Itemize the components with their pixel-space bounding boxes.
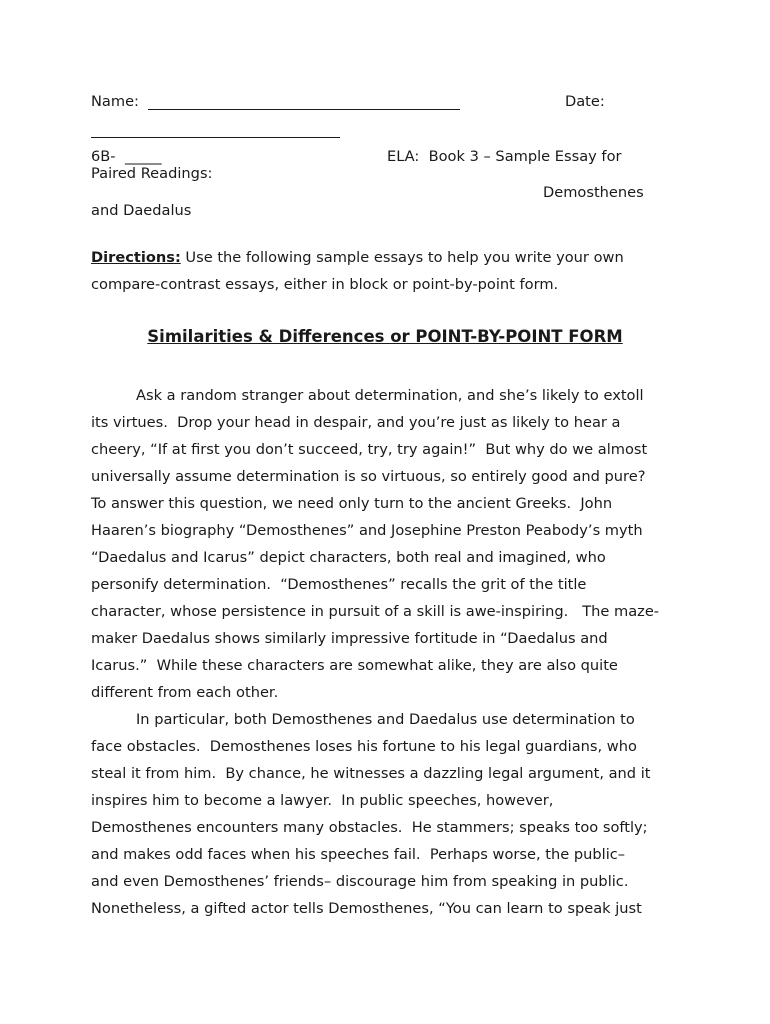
essay-line: Ask a random stranger about determination, and she’s likely to extoll — [136, 387, 644, 404]
essay-line: Haaren’s biography “Demosthenes” and Josephine Preston Peabody’s myth — [91, 522, 643, 539]
directions-text: Use the following sample essays to help you write your own compare-contrast essays, either in block or point-by-point form. — [91, 249, 624, 293]
name-label: Name: — [91, 93, 139, 110]
essay-line: steal it from him. By chance, he witnesses a dazzling legal argument, and it — [91, 765, 651, 782]
essay-line: Icarus.” While these characters are somewhat alike, they are also quite — [91, 657, 618, 674]
essay-line: To answer this question, we need only turn to the ancient Greeks. John — [91, 495, 613, 512]
essay-line: character, whose persistence in pursuit of a skill is awe-inspiring. The maze- — [91, 603, 660, 620]
essay-line: face obstacles. Demosthenes loses his fortune to his legal guardians, who — [91, 738, 637, 755]
ela-title: ELA: Book 3 – Sample Essay for — [387, 148, 622, 165]
date-label: Date: — [565, 93, 605, 110]
paired-readings-label: Paired Readings: — [91, 165, 213, 182]
name-blank-line — [148, 109, 460, 110]
title-and-daedalus: and Daedalus — [91, 202, 192, 219]
essay-line: Demosthenes encounters many obstacles. He stammers; speaks too softly; — [91, 819, 648, 836]
essay-line: maker Daedalus shows similarly impressive fortitude in “Daedalus and — [91, 630, 608, 647]
essay-line: cheery, “If at first you don’t succeed, try, try again!” But why do we almost — [91, 441, 648, 458]
class-blank: _____ — [125, 148, 162, 165]
essay-line: different from each other. — [91, 684, 279, 701]
section-heading: Similarities & Differences or POINT-BY-POINT FORM — [147, 327, 623, 346]
essay-line: inspires him to become a lawyer. In public speeches, however, — [91, 792, 554, 809]
essay-line: universally assume determination is so virtuous, so entirely good and pure? — [91, 468, 646, 485]
essay-line: and makes odd faces when his speeches fail. Perhaps worse, the public– — [91, 846, 626, 863]
essay-line: and even Demosthenes’ friends– discourage him from speaking in public. — [91, 873, 629, 890]
essay-line: Nonetheless, a gifted actor tells Demosthenes, “You can learn to speak just — [91, 900, 642, 917]
directions — [91, 244, 691, 298]
essay-line: personify determination. “Demosthenes” recalls the grit of the title — [91, 576, 587, 593]
essay-line: In particular, both Demosthenes and Daedalus use determination to — [136, 711, 635, 728]
essay-line: its virtues. Drop your head in despair, and you’re just as likely to hear a — [91, 414, 621, 431]
essay-body — [91, 382, 691, 922]
essay-line: “Daedalus and Icarus” depict characters, both real and imagined, who — [91, 549, 606, 566]
directions-label: Directions: — [91, 249, 181, 266]
title-demosthenes: Demosthenes — [543, 184, 644, 201]
date-blank-line — [91, 137, 340, 138]
class-label: 6B- — [91, 148, 116, 165]
